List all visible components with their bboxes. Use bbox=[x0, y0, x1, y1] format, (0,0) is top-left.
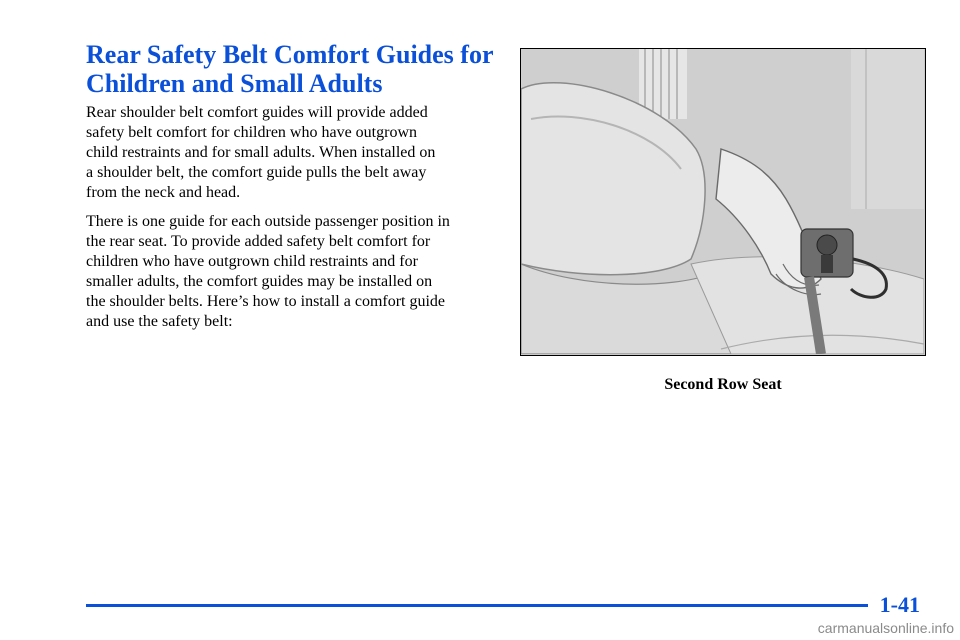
paragraph-2 bbox=[86, 212, 506, 332]
page-number: 1-41 bbox=[879, 592, 920, 617]
watermark: carmanualsonline.info bbox=[817, 620, 954, 636]
section-heading bbox=[86, 40, 506, 98]
paragraph-line: children who have outgrown child restraints and for bbox=[86, 253, 418, 270]
paragraph-line: the rear seat. To provide added safety belt comfort for bbox=[86, 233, 431, 250]
footer-rule bbox=[86, 604, 868, 607]
paragraph-line: smaller adults, the comfort guides may be installed on bbox=[86, 273, 433, 290]
paragraph-line: a shoulder belt, the comfort guide pulls the belt away bbox=[86, 164, 427, 181]
figure-caption: Second Row Seat bbox=[664, 376, 782, 393]
paragraph-line: the shoulder belts. Here’s how to install a comfort guide bbox=[86, 293, 446, 310]
paragraph-line: safety belt comfort for children who have outgrown bbox=[86, 124, 418, 141]
seat-illustration bbox=[520, 48, 926, 356]
paragraph-line: and use the safety belt: bbox=[86, 313, 233, 330]
paragraph-1 bbox=[86, 103, 506, 203]
paragraph-line: child restraints and for small adults. When installed on bbox=[86, 144, 436, 161]
paragraph-line: There is one guide for each outside passenger position in bbox=[86, 213, 450, 230]
heading-line-2: Children and Small Adults bbox=[86, 69, 383, 98]
paragraph-line: Rear shoulder belt comfort guides will provide added bbox=[86, 104, 428, 121]
paragraph-line: from the neck and head. bbox=[86, 184, 241, 201]
heading-line-1: Rear Safety Belt Comfort Guides for bbox=[86, 40, 494, 69]
seat-illustration-drawing bbox=[521, 49, 924, 354]
